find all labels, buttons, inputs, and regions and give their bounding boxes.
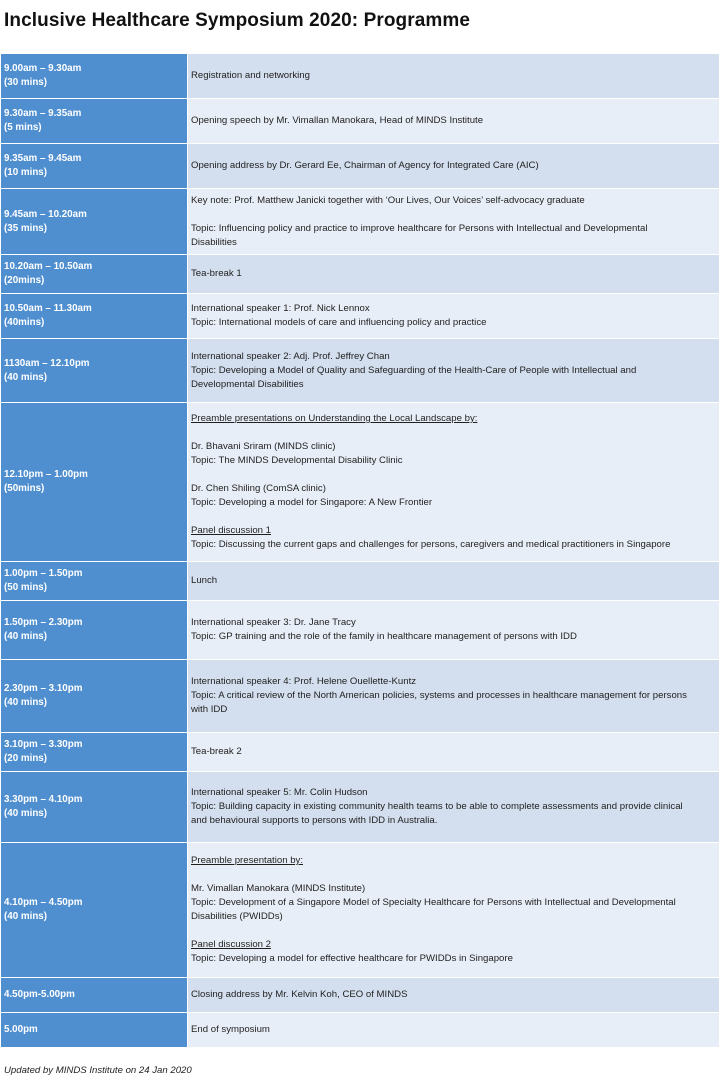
time-range: 4.50pm-5.00pm bbox=[4, 989, 75, 1000]
description-line: International speaker 1: Prof. Nick Lennox bbox=[191, 303, 370, 314]
description-cell bbox=[188, 562, 720, 601]
time-cell bbox=[1, 772, 188, 843]
time-cell bbox=[1, 978, 188, 1013]
description-line: Closing address by Mr. Kelvin Koh, CEO of MINDS bbox=[191, 989, 408, 1000]
description-cell bbox=[188, 772, 720, 843]
programme-table bbox=[0, 53, 720, 1048]
schedule-row bbox=[1, 54, 720, 99]
description-line: International speaker 4: Prof. Helene Ouellette-Kuntz bbox=[191, 676, 417, 687]
description-cell bbox=[188, 601, 720, 660]
time-range: 5.00pm bbox=[4, 1024, 38, 1035]
description-cell bbox=[188, 843, 720, 978]
time-cell bbox=[1, 1013, 188, 1048]
description-line: Opening speech by Mr. Vimallan Manokara, Head of MINDS Institute bbox=[191, 115, 484, 126]
duration: (50 mins) bbox=[4, 582, 48, 593]
description-cell bbox=[188, 978, 720, 1013]
description-line: Topic: A critical review of the North American policies, systems and processes in healthcare management for persons bbox=[191, 690, 687, 701]
schedule-row bbox=[1, 843, 720, 978]
description-line: Mr. Vimallan Manokara (MINDS Institute) bbox=[191, 883, 366, 894]
duration: (35 mins) bbox=[4, 222, 48, 234]
duration: (40 mins) bbox=[4, 697, 48, 708]
description-cell bbox=[188, 1013, 720, 1048]
description-line: Developmental Disabilities bbox=[191, 378, 304, 390]
duration: (20mins) bbox=[4, 275, 45, 286]
time-cell bbox=[1, 403, 188, 562]
time-cell bbox=[1, 144, 188, 189]
line-gap bbox=[191, 426, 716, 440]
duration: (30 mins) bbox=[4, 77, 48, 88]
description-line: Topic: Developing a Model of Quality and Safeguarding of the Health-Care of People with Intellectual and bbox=[191, 364, 637, 376]
line-gap bbox=[191, 924, 716, 938]
line-gap bbox=[191, 208, 716, 222]
time-range: 1.00pm – 1.50pm bbox=[4, 568, 83, 579]
time-range: 1130am – 12.10pm bbox=[4, 357, 90, 369]
duration: (20 mins) bbox=[4, 753, 48, 764]
description-cell bbox=[188, 144, 720, 189]
update-note: Updated by MINDS Institute on 24 Jan 2020 bbox=[4, 1065, 192, 1076]
description-cell bbox=[188, 733, 720, 772]
schedule-row bbox=[1, 733, 720, 772]
time-range: 1.50pm – 2.30pm bbox=[4, 617, 83, 628]
time-range: 9.30am – 9.35am bbox=[4, 108, 82, 119]
description-line: Tea-break 1 bbox=[191, 268, 242, 279]
time-range: 3.30pm – 4.10pm bbox=[4, 794, 83, 805]
schedule-row bbox=[1, 601, 720, 660]
time-range: 2.30pm – 3.10pm bbox=[4, 683, 83, 694]
schedule-row bbox=[1, 562, 720, 601]
description-line: Topic: Building capacity in existing community health teams to be able to complete assessments and provide clinical bbox=[191, 801, 683, 812]
schedule-row bbox=[1, 978, 720, 1013]
time-cell bbox=[1, 733, 188, 772]
description-cell bbox=[188, 660, 720, 733]
description-line: Disabilities (PWIDDs) bbox=[191, 911, 283, 922]
page-title: Inclusive Healthcare Symposium 2020: Programme bbox=[4, 10, 471, 31]
description-line: Topic: International models of care and influencing policy and practice bbox=[191, 317, 487, 328]
duration: (5 mins) bbox=[4, 122, 42, 133]
duration: (40 mins) bbox=[4, 371, 48, 383]
schedule-row bbox=[1, 189, 720, 255]
description-line: Topic: Influencing policy and practice to improve healthcare for Persons with Intellectual and Developmental bbox=[191, 222, 648, 234]
description-line: Topic: The MINDS Developmental Disability Clinic bbox=[191, 455, 403, 466]
description-line: Disabilities bbox=[191, 236, 237, 248]
description-line: Registration and networking bbox=[191, 70, 310, 81]
description-line: Topic: GP training and the role of the family in healthcare management of persons with IDD bbox=[191, 631, 577, 642]
duration: (40 mins) bbox=[4, 631, 48, 642]
description-line: Topic: Development of a Singapore Model of Specialty Healthcare for Persons with Intellectual and Developmental bbox=[191, 897, 676, 908]
description-line: Preamble presentations on Understanding the Local Landscape by: bbox=[191, 413, 478, 424]
schedule-row bbox=[1, 144, 720, 189]
description-line: with IDD bbox=[191, 704, 228, 715]
description-line: International speaker 5: Mr. Colin Hudson bbox=[191, 787, 368, 798]
time-range: 3.10pm – 3.30pm bbox=[4, 739, 83, 750]
description-line: Panel discussion 1 bbox=[191, 525, 271, 536]
duration: (40mins) bbox=[4, 317, 45, 328]
description-line: Panel discussion 2 bbox=[191, 939, 271, 950]
description-line: Topic: Developing a model for effective healthcare for PWIDDs in Singapore bbox=[191, 953, 513, 964]
schedule-row bbox=[1, 339, 720, 403]
time-cell bbox=[1, 255, 188, 294]
description-cell bbox=[188, 99, 720, 144]
time-range: 9.45am – 10.20am bbox=[4, 208, 87, 220]
time-cell bbox=[1, 339, 188, 403]
time-cell bbox=[1, 54, 188, 99]
schedule-row bbox=[1, 403, 720, 562]
description-line: Dr. Bhavani Sriram (MINDS clinic) bbox=[191, 441, 336, 452]
duration: (40 mins) bbox=[4, 808, 48, 819]
time-range: 4.10pm – 4.50pm bbox=[4, 897, 83, 908]
description-cell bbox=[188, 294, 720, 339]
description-cell bbox=[188, 339, 720, 403]
schedule-row bbox=[1, 294, 720, 339]
time-range: 12.10pm – 1.00pm bbox=[4, 469, 88, 480]
description-line: End of symposium bbox=[191, 1024, 270, 1035]
description-line: Opening address by Dr. Gerard Ee, Chairman of Agency for Integrated Care (AIC) bbox=[191, 160, 539, 171]
schedule-row bbox=[1, 772, 720, 843]
description-line: Preamble presentation by: bbox=[191, 855, 303, 866]
time-range: 9.00am – 9.30am bbox=[4, 63, 82, 74]
time-cell bbox=[1, 99, 188, 144]
description-line: Key note: Prof. Matthew Janicki together with ‘Our Lives, Our Voices’ self-advocacy graduate bbox=[191, 194, 585, 206]
description-line: Tea-break 2 bbox=[191, 746, 242, 757]
description-cell bbox=[188, 255, 720, 294]
time-cell bbox=[1, 660, 188, 733]
description-cell bbox=[188, 189, 720, 255]
description-line: Topic: Discussing the current gaps and challenges for persons, caregivers and medical practitioners in Singapore bbox=[191, 539, 671, 550]
description-line: Topic: Developing a model for Singapore: A New Frontier bbox=[191, 497, 433, 508]
line-gap bbox=[191, 868, 716, 882]
time-range: 10.20am – 10.50am bbox=[4, 261, 93, 272]
duration: (50mins) bbox=[4, 483, 45, 494]
description-cell bbox=[188, 403, 720, 562]
duration: (40 mins) bbox=[4, 911, 48, 922]
time-range: 10.50am – 11.30am bbox=[4, 303, 92, 314]
description-line: Lunch bbox=[191, 575, 218, 586]
description-line: International speaker 3: Dr. Jane Tracy bbox=[191, 617, 356, 628]
time-cell bbox=[1, 294, 188, 339]
schedule-row bbox=[1, 1013, 720, 1048]
description-cell bbox=[188, 54, 720, 99]
time-range: 9.35am – 9.45am bbox=[4, 153, 82, 164]
time-cell bbox=[1, 601, 188, 660]
line-gap bbox=[191, 468, 716, 482]
description-line: International speaker 2: Adj. Prof. Jeffrey Chan bbox=[191, 350, 390, 362]
description-line: Dr. Chen Shiling (ComSA clinic) bbox=[191, 483, 326, 494]
schedule-row bbox=[1, 660, 720, 733]
time-cell bbox=[1, 189, 188, 255]
description-line: and behavioural supports to persons with IDD in Australia. bbox=[191, 815, 438, 826]
schedule-row bbox=[1, 255, 720, 294]
time-cell bbox=[1, 843, 188, 978]
duration: (10 mins) bbox=[4, 167, 48, 178]
time-cell bbox=[1, 562, 188, 601]
line-gap bbox=[191, 510, 716, 524]
schedule-row bbox=[1, 99, 720, 144]
